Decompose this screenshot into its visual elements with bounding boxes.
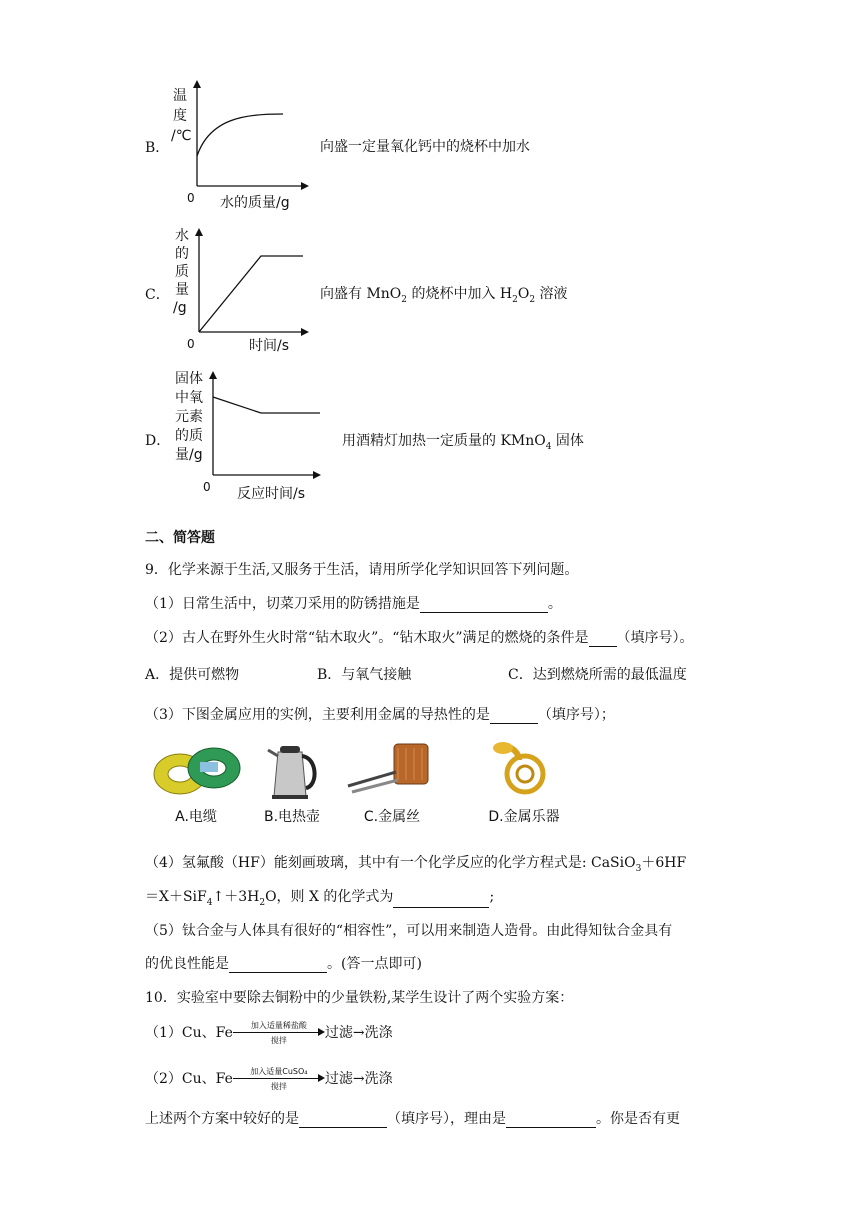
graph-d-xlabel: 反应时间/s (237, 486, 306, 502)
graph-b-xlabel: 水的质量/g (220, 195, 290, 211)
graph-d-ylabel-4: 的质 (175, 428, 203, 444)
option-letter-b: B． (145, 140, 170, 156)
option-c-description: 向盛有 MnO$_2$ 的烧杯中加入 $H_2O_2$ 溶液 (320, 286, 568, 305)
option-b-description: 向盛一定量氧化钙中的烧杯中加水 (320, 139, 530, 155)
q10-plan1: （1）Cu、Fe 加入适量稀盐酸 搅拌 过滤→洗涤 (145, 1021, 393, 1045)
q9-stem: 9．化学来源于生活,又服务于生活，请用所学化学知识回答下列问题。 (145, 562, 579, 578)
graph-c-ylabel-5: /g (173, 300, 187, 316)
q9-choice-a: A．提供可燃物 (145, 667, 240, 683)
application-c (344, 740, 440, 826)
section-heading: 二、简答题 (145, 530, 215, 546)
graph-c-ylabel-3: 质 (175, 264, 189, 280)
q9-part1: （1）日常生活中，切菜刀采用的防锈措施是 。 (145, 596, 562, 612)
q9-part3: （3）下图金属应用的实例，主要利用金属的导热性的是 （填序号）； (145, 707, 615, 723)
q10-plan2: （2）Cu、Fe 加入适量CuSO₄ 搅拌 过滤→洗涤 (145, 1067, 393, 1091)
graph-d-ylabel-5: 量/g (175, 447, 203, 463)
q9-blank-3[interactable] (490, 709, 538, 724)
application-a (146, 740, 246, 826)
graph-b-ylabel-1: 温 (173, 88, 187, 104)
q9-blank-1[interactable] (420, 598, 548, 613)
option-letter-c: C． (145, 287, 170, 303)
q10-stem: 10．实验室中要除去铜粉中的少量铁粉,某学生设计了两个实验方案： (145, 990, 574, 1006)
graph-d-ylabel-3: 元素 (175, 409, 203, 425)
q9-blank-2[interactable] (589, 632, 617, 647)
graph-c-ylabel-2: 的 (175, 246, 189, 262)
q9-part2: （2）古人在野外生火时常“钻木取火”。“钻木取火”满足的燃烧的条件是 （填序号）。 (145, 630, 694, 646)
q10-last-line: 上述两个方案中较好的是 （填序号），理由是 。你是否有更 (145, 1111, 680, 1127)
application-b-caption: B.电热壶 (263, 809, 321, 825)
graph-b (165, 78, 315, 213)
graph-d-ylabel-2: 中氧 (175, 390, 203, 406)
application-d (476, 740, 572, 826)
q9-choice-c: C．达到燃烧所需的最低温度 (508, 667, 687, 683)
graph-c-xlabel: 时间/s (249, 338, 290, 354)
q10-blank-1[interactable] (299, 1113, 387, 1128)
plan1-arrow: 加入适量稀盐酸 搅拌 (233, 1022, 325, 1044)
q9-blank-4[interactable] (393, 893, 489, 908)
application-a-caption: A.电缆 (175, 809, 217, 825)
q9-choice-b: B．与氧气接触 (317, 667, 412, 683)
metal-wire-icon (344, 740, 440, 800)
plan2-arrow: 加入适量CuSO₄ 搅拌 (233, 1068, 325, 1090)
graph-d-origin: 0 (203, 480, 211, 494)
q9-part4-line2: $=X+SiF_4↑+3H_2O$，则 X 的化学式为 ; (145, 889, 495, 908)
option-d-description: 用酒精灯加热一定质量的 KMnO$_4$ 固体 (342, 433, 584, 452)
q9-part4-line1: （4）氢氟酸（HF）能刻画玻璃，其中有一个化学反应的化学方程式是: CaSiO$_3$＋6HF (145, 855, 687, 874)
graph-c-ylabel-4: 量 (175, 282, 189, 298)
graph-b-ylabel-3: /℃ (171, 128, 192, 144)
graph-c-ylabel-1: 水 (175, 228, 189, 244)
q9-part5-line2: 的优良性能是 。(答一点即可) (145, 956, 422, 972)
horn-icon (489, 740, 559, 800)
graph-b-ylabel-2: 度 (173, 108, 187, 124)
kettle-icon (262, 740, 322, 800)
q9-blank-5[interactable] (229, 958, 327, 973)
graph-c (165, 224, 315, 359)
option-letter-d: D． (145, 433, 171, 449)
cable-icon (148, 740, 244, 800)
application-b (252, 740, 332, 826)
application-d-caption: D.金属乐器 (488, 809, 560, 825)
q10-blank-2[interactable] (506, 1113, 596, 1128)
graph-b-origin: 0 (187, 191, 195, 205)
q9-part5-line1: （5）钛合金与人体具有很好的“相容性”，可以用来制造人造骨。由此得知钛合金具有 (145, 923, 673, 939)
graph-d (165, 367, 330, 507)
application-c-caption: C.金属丝 (363, 809, 421, 825)
graph-c-origin: 0 (187, 337, 195, 351)
graph-d-ylabel-1: 固体 (175, 371, 203, 387)
